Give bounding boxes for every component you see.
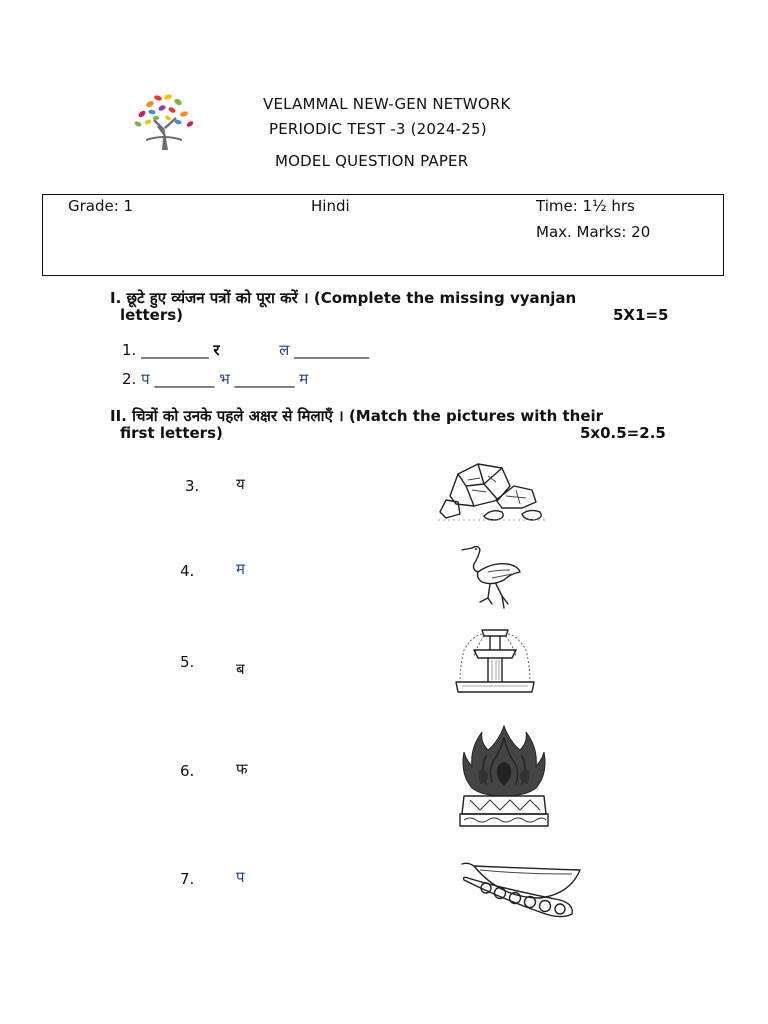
given-letter: र xyxy=(213,341,220,359)
match-letter[interactable]: ब xyxy=(236,660,245,678)
info-box xyxy=(42,194,724,276)
given-letter: प xyxy=(141,370,150,388)
paper-title: MODEL QUESTION PAPER xyxy=(275,152,469,170)
fountain-picture[interactable] xyxy=(452,620,538,696)
answer-blank[interactable]: ________ xyxy=(154,370,215,388)
grade-label: Grade: 1 xyxy=(68,197,134,215)
question-number: 4. xyxy=(180,562,195,580)
question-number: 6. xyxy=(180,762,195,780)
question-number: 2. xyxy=(122,370,137,388)
question-number: 3. xyxy=(185,477,200,495)
question-2 xyxy=(122,369,308,389)
question-1 xyxy=(122,340,369,360)
match-letter[interactable]: फ xyxy=(236,760,248,778)
question-number: 5. xyxy=(180,653,195,671)
answer-blank[interactable]: __________ xyxy=(294,341,370,359)
section2-heading: II. चित्रों को उनके पहले अक्षर से मिलाएँ । (Match the pictures with their xyxy=(110,407,604,425)
test-title: PERIODIC TEST -3 (2024-25) xyxy=(269,120,487,138)
time-label: Time: 1½ hrs xyxy=(536,197,635,215)
given-letter: ल xyxy=(279,341,290,359)
answer-blank[interactable]: ________ xyxy=(234,370,295,388)
match-letter[interactable]: य xyxy=(236,475,245,493)
max-marks-label: Max. Marks: 20 xyxy=(536,223,651,241)
section1-marks: 5X1=5 xyxy=(613,306,669,324)
tree-logo-icon xyxy=(128,90,200,152)
subject-label: Hindi xyxy=(311,197,350,215)
org-name: VELAMMAL NEW-GEN NETWORK xyxy=(263,95,511,113)
pea-pod-picture[interactable] xyxy=(460,858,584,922)
given-letter: म xyxy=(299,370,309,388)
match-letter[interactable]: प xyxy=(236,868,245,886)
answer-blank[interactable]: _________ xyxy=(141,341,209,359)
match-letter[interactable]: म xyxy=(236,560,245,578)
fire-picture[interactable] xyxy=(458,722,550,832)
given-letter: भ xyxy=(219,370,230,388)
section2-heading-cont: first letters) xyxy=(120,424,223,442)
question-number: 7. xyxy=(180,870,195,888)
section2-marks: 5x0.5=2.5 xyxy=(580,424,666,442)
rocks-picture[interactable] xyxy=(436,456,552,524)
crane-bird-picture[interactable] xyxy=(458,540,524,610)
section1-heading-cont: letters) xyxy=(120,306,184,324)
question-number: 1. xyxy=(122,341,137,359)
section1-heading: I. छूटे हुए व्यंजन पत्रों को पूरा करें । (Complete the missing vyanjan xyxy=(110,289,577,307)
